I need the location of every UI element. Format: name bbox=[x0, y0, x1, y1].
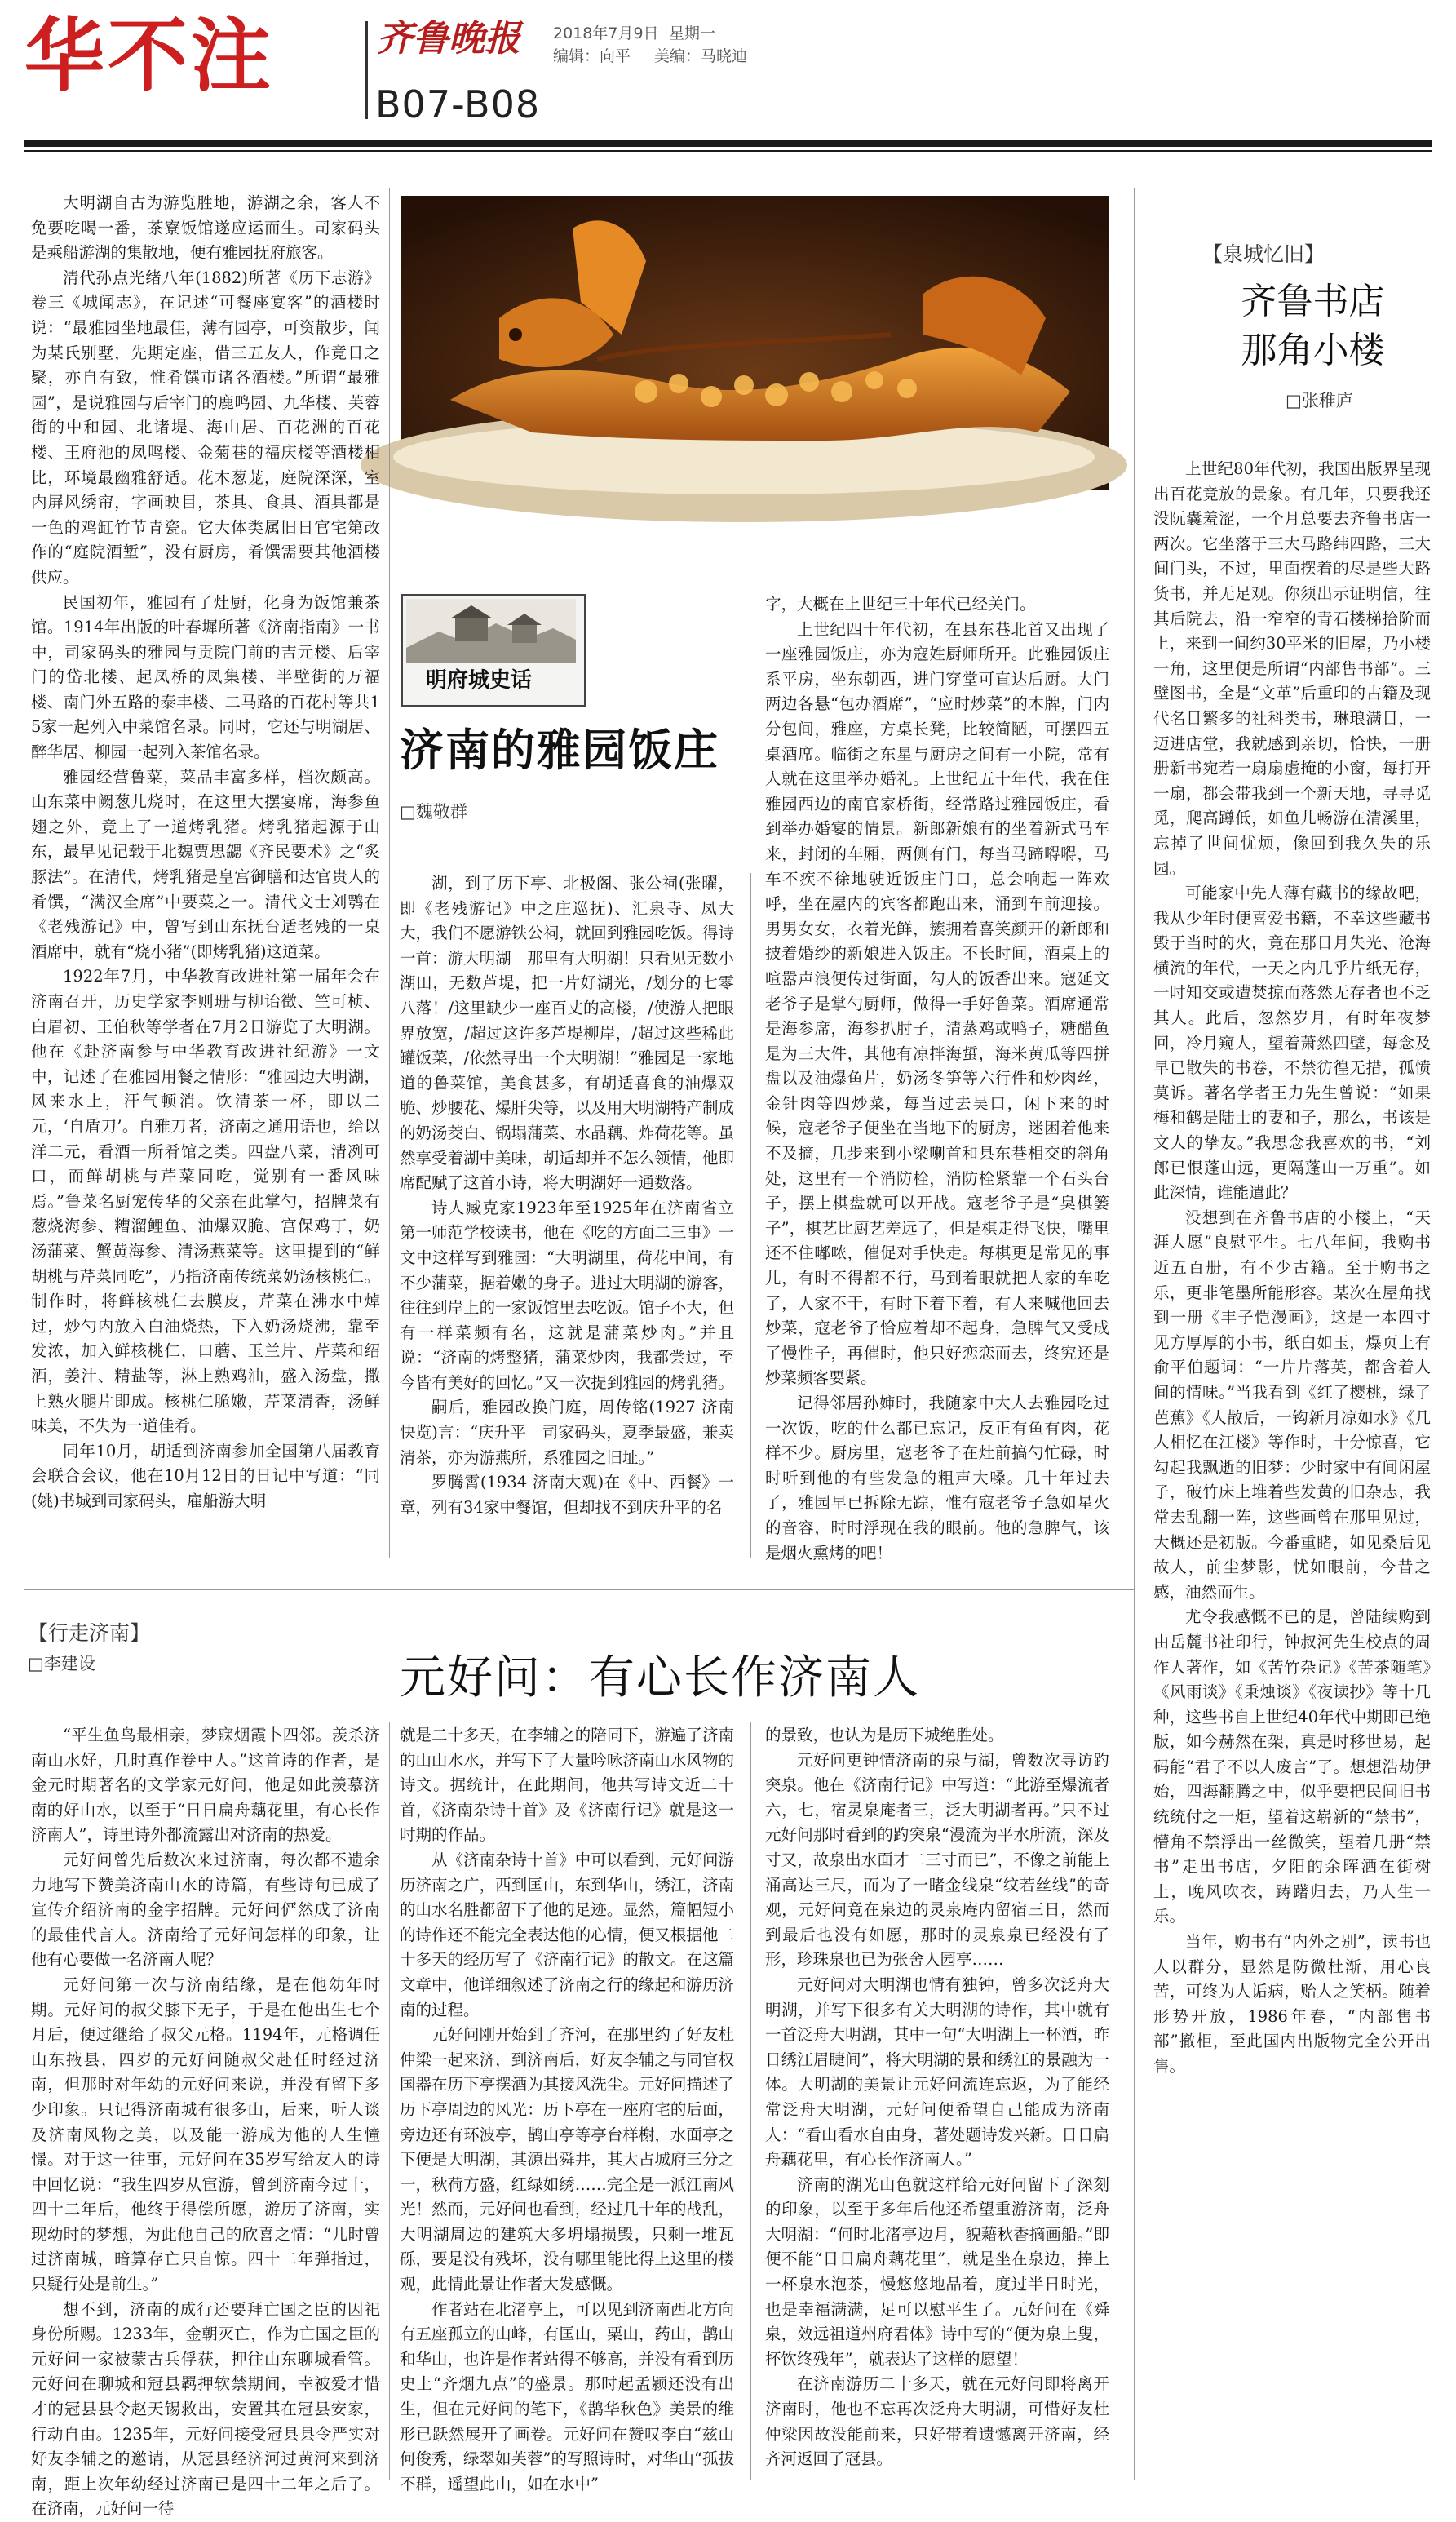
paragraph: 就是二十多天，在李辅之的陪同下，游遍了济南的山山水水，并写下了大量吟咏济南山水风物的诗文。据统计，在此期间，他共写诗文近二十首，《济南杂诗十首》及《济南行记》就是这一时期的作品。 bbox=[400, 1726, 734, 1845]
paragraph: 想不到，济南的成行还要拜亡国之臣的因祀身份所赐。1233年，金朝灭亡，作为亡国之臣的元好问一家被蒙古兵俘获，押往山东聊城看管。元好问在聊城和冠县羁押软禁期间，幸被爱才惜才的冠县县令赵天锡救出，安置其在冠县安家，行动自由。1235年，元好问接受冠县县令严实对好友李辅之的邀请，从冠县经济河过黄河来到济南，距上次年幼经过济南已是四十二年之后了。在济南，元好问一待 bbox=[31, 2299, 380, 2519]
sidebar-divider bbox=[1134, 188, 1135, 2480]
dish-photo bbox=[401, 196, 1109, 490]
yayuan-column-2 bbox=[400, 871, 734, 1554]
paragraph: 当年，购书有“内外之别”，读书也人以群分，显然是防微杜渐，用心良苦，可终为人诟病，贻人之笑柄。随着形势开放，1986年春，“内部售书部”撤柜，至此国内出版物完全公开出售。 bbox=[1153, 1932, 1431, 2076]
kicker-quancheng: 【泉城忆旧】 bbox=[1202, 242, 1325, 266]
paragraph: 元好问对大明湖也情有独钟，曾多次泛舟大明湖，并写下很多有关大明湖的诗作，其中就有一首泛舟大明湖，其中一句“大明湖上一杯酒，昨日绣江眉睫间”，将大明湖的景和绣江的景融为一体。大明湖的美景让元好问流连忘返，为了能经常泛舟大明湖，元好问便希望自己能成为济南人：“看山看水自由身，著处题诗发兴新。日日扁舟藕花里，有心长作济南人。” bbox=[765, 1975, 1109, 2170]
paragraph: 元好问第一次与济南结缘，是在他幼年时期。元好问的叔父膝下无子，于是在他出生七个月后，便过继给了叔父元格。1194年，元格调任山东掖县，四岁的元好问随叔父赴任时经过济南，但那时对年幼的元好问来说，并没有留下多少印象。只记得济南城有很多山，后来，听人谈及济南风物之美，以及能一游成为他的人生憧憬。对于这一往事，元好问在35岁写给友人的诗中回忆说：“我生四岁从宦游，曾到济南今过十，四十二年后，他终于得偿所愿，游历了济南，实现幼时的梦想，为此他自己的欣喜之情：“儿时曾过济南城，暗算存亡只自惊。四十二年弹指过，只疑行处是前生。” bbox=[31, 1975, 380, 2294]
page-numbers: B07-B08 bbox=[375, 82, 541, 126]
author-book: 张稚庐 bbox=[1301, 391, 1353, 410]
masthead-rule bbox=[24, 140, 1432, 147]
old-city-sketch bbox=[406, 599, 576, 663]
paragraph: 雅园经营鲁菜，菜品丰富多样，档次颇高。山东菜中阙葱儿烧时，在这里大摆宴席，海参鱼翅之外，竟上了一道烤乳猪。烤乳猪起源于山东，最早见记载于北魏贾思勰《齐民要术》之“炙豚法”。在清代，烤乳猪是皇宫御膳和达官贵人的肴馔，“满汉全席”中要菜之一。清代文士刘鹗在《老残游记》中，曾写到山东抚台适老残的一桌酒席中，就有“烧小猪”(即烤乳猪)这道菜。 bbox=[31, 767, 380, 961]
paragraph: 元好问更钟情济南的泉与湖，曾数次寻访趵突泉。他在《济南行记》中写道：“此游至爆流者六，七，宿灵泉庵者三，泛大明湖者再。”只不过元好问那时看到的趵突泉“漫流为平水所流，深及寸又，故泉出水面才二三寸而已”，不像之前能上涌高达三尺，而为了一睹金线泉“纹若丝线”的奇观，元好问竟在泉边的灵泉庵内留宿三日，然而到最后也没有如愿，那时的灵泉泉已经没有了形，珍珠泉也已为张舍人园亭…… bbox=[765, 1750, 1109, 1970]
section-divider bbox=[24, 1589, 1134, 1590]
paragraph: 清代孙点光绪八年(1882)所著《历下志游》卷三《城闻志》，在记述“可餐座宴客”的酒楼时说：“最雅园坐地最佳，薄有园亭，可资散步，闻为某氏别墅，先期定座，借三五友人，作竟日之聚，亦自有致，惟肴馔市诸各酒楼。”所谓“最雅园”，是说雅园与后宰门的鹿鸣园、九华楼、芙蓉街的中和园、北诸堤、海山居、百花洲的百花楼、王府池的凤鸣楼、金菊巷的福庆楼等酒楼相比，环境最幽雅舒适。花木葱茏，庭院深深，室内屏风绣帘，字画映目，茶具、食具、酒具都是一色的鸡缸竹节青瓷。它大体类属旧日官宅第改作的“庭院酒堑”，没有厨房，肴馔需要其他酒楼供应。 bbox=[31, 268, 380, 587]
column-divider bbox=[750, 1722, 751, 2480]
masthead-rule-thin bbox=[24, 150, 1432, 152]
headline-line-2: 那角小楼 bbox=[1241, 330, 1385, 371]
book-column bbox=[1153, 457, 1431, 2480]
paragraph: 字，大概在上世纪三十年代已经关门。 bbox=[765, 595, 1036, 614]
headline-yuan: 元好问：有心长作济南人 bbox=[400, 1651, 920, 1704]
byline-yuan: □李建设 bbox=[28, 1654, 95, 1673]
paragraph: 大明湖自古为游览胜地，游湖之余，客人不免要吃喝一番，茶寮饭馆遂应运而生。司家码头是乘船游湖的集散地，便有雅园抚府旅客。 bbox=[31, 193, 380, 263]
author-yuan: 李建设 bbox=[43, 1654, 95, 1673]
column-divider bbox=[389, 1722, 390, 2480]
paragraph: 同年10月，胡适到济南参加全国第八届教育会联合会议，他在10月12日的日记中写道：“同(姚)书城到司家码头，雇船游大明 bbox=[31, 1441, 380, 1510]
column-divider bbox=[389, 188, 390, 1558]
paragraph: 作者站在北渚亭上，可以见到济南西北方向有五座孤立的山峰，有匡山，粟山，药山，鹊山和华山，也许是作者站得不够高，并没有看到历史上“齐烟九点”的盛景。那时起孟颍还没有出生，但在元好问的笔下，《鹊华秋色》美景的维形已跃然展开了画卷。元好问在赞叹李白“兹山何俊秀，绿翠如芙蓉”的写照诗时，对华山“孤拔不群，遥望此山，如在水中” bbox=[400, 2299, 734, 2493]
editor-credit: 编辑：向平 bbox=[553, 47, 631, 65]
section-title: 华不注 bbox=[24, 10, 275, 103]
paragraph: 的景致，也认为是历下城绝胜处。 bbox=[765, 1726, 1004, 1744]
paragraph: 在济南游历二十多天，就在元好问即将离开济南时，他也不忘再次泛舟大明湖，可惜好友杜仲梁因故没能前来，只好带着遗憾离开济南，经齐河返回了冠县。 bbox=[765, 2374, 1109, 2469]
paragraph: 诗人臧克家1923年至1925年在济南省立第一师范学校读书，他在《吃的方面二三事》一文中这样写到雅园：“大明湖里，荷花中间，有不少蒲菜，据着嫩的身子。进过大明湖的游客，往往到岸上的一家饭馆里去吃饭。馆子不大，但有一样菜频有名，这就是蒲菜炒肉。”并且说：“济南的烤整猪，蒲菜炒肉，我都尝过，至今皆有美好的回忆。”又一次提到雅园的烤乳猪。 bbox=[400, 1198, 734, 1392]
column-label: 明府城史话 bbox=[426, 668, 533, 693]
headline-yayuan: 济南的雅园饭庄 bbox=[400, 725, 719, 776]
byline-yayuan: □魏敬群 bbox=[400, 802, 467, 822]
column-divider bbox=[750, 873, 751, 1558]
designer-credit: 美编：马晓迪 bbox=[654, 47, 748, 65]
yuan-column-3 bbox=[765, 1723, 1109, 2482]
paragraph: 罗腾霄(1934 济南大观)在《中、西餐》一章，列有34家中餐馆，但却找不到庆升平的名 bbox=[400, 1473, 734, 1517]
author-yayuan: 魏敬群 bbox=[415, 802, 467, 822]
paragraph: 上世纪80年代初，我国出版界呈现出百花竞放的景象。有几年，只要我还没阮囊羞涩，一个月总要去齐鲁书店一两次。它坐落于三大马路纬四路，三大间门头，不过，里面摆着的尽是些大路货书，并无足观。你须出示证明信，往其后院去，沿一窄窄的青石楼梯拾阶而上，来到一间约30平米的旧屋，乃小楼一角，这里便是所谓“内部售书部”。三壁图书，全是“文革”后重印的古籍及现代名目繁多的社科类书，琳琅满目，一迈进店堂，我就感到亲切，恰快，一册册新书宛若一扇扇虚掩的小窗，每打开一扇，都会带我到一个新天地，寻寻觅觅，爬高蹲低，如鱼儿畅游在清溪里，忘掉了世间忧烦，像回到我久失的乐园。 bbox=[1153, 459, 1431, 878]
headline-line-1: 齐鲁书店 bbox=[1241, 281, 1385, 322]
paragraph: 湖，到了历下亭、北极阁、张公祠(张曜，即《老残游记》中之庄巡抚)、汇泉寺、凤大大，我们不愿游铁公祠，就回到雅园吃饭。得诗一首：游大明湖 那里有大明湖！只看见无数小湖田，无数芦堤，把一片好湖光，/划分的七零八落！/这里缺少一座百丈的高楼，/使游人把眼界放宽，/超过这许多芦堤柳岸，/超过这些稀此罐饭菜，/依然寻出一个大明湖！”雅园是一家地道的鲁菜馆，美食甚多，有胡适喜食的油爆双脆、炒腰花、爆肝尖等，以及用大明湖特产制成的奶汤茭白、锅塌蒲菜、水晶藕、炸荷花等。虽然享受着湖中美味，胡适却并不怎么领情，他即席配赋了这首小诗，将大明湖好一通数落。 bbox=[400, 874, 734, 1193]
paragraph: 嗣后，雅园改换门庭，周传铭(1927 济南快览)言：“庆升平 司家码头，夏季最盛，兼卖清茶，亦为游燕所，系雅园之旧址。” bbox=[400, 1398, 734, 1467]
paragraph: 民国初年，雅园有了灶厨，化身为饭馆兼茶馆。1914年出版的叶春墀所著《济南指南》一书中，司家码头的雅园与贡院门前的吉元楼、后宰门的岱北楼、起凤桥的凤集楼、半壁街的万福楼、南门外五路的泰丰楼、二马路的百花村等共15家一起列入中菜馆名录。同时，它还与明湖居、醉华居、柳园一起列入茶馆名录。 bbox=[31, 592, 380, 762]
issue-date: 2018年7月9日 bbox=[553, 24, 659, 42]
paragraph: 元好问刚开始到了齐河，在那里约了好友杜仲梁一起来济，到济南后，好友李辅之与同官权国器在历下亭摆酒为其接风洗尘。元好问描述了历下亭周边的风光：历下亭在一座府宅的后面，旁边还有环波亭，鹊山亭等亭台样榭，水面亭之下便是大明湖，其源出舜井，其大占城府三分之一，秋荷方盛，红绿如绣……完全是一派江南风光！然而，元好问也看到，经过几十年的战乱，大明湖周边的建筑大多坍塌损毁，只剩一堆瓦砾，要是没有残坏，没有哪里能比得上这里的楼观，此情此景让作者大发感慨。 bbox=[400, 2025, 734, 2294]
yayuan-column-1 bbox=[31, 191, 380, 1554]
paragraph: 从《济南杂诗十首》中可以看到，元好问游历济南之广，西到匡山，东到华山，绣江，济南的山水名胜都留下了他的足迹。显然，篇幅短小的诗作还不能完全表达他的心情，便又根据他二十多天的经历写了《济南行记》的散文。在这篇文章中，他详细叙述了济南之行的缘起和游历济南的过程。 bbox=[400, 1850, 734, 2019]
yayuan-column-3 bbox=[765, 592, 1109, 1562]
paragraph: “平生鱼鸟最相亲，梦寐烟霞卜四邻。羡杀济南山水好，几时真作卷中人。”这首诗的作者，是金元时期著名的文学家元好问，他是如此羡慕济南的好山水，以至于“日日扁舟藕花里，有心长作济南人”，诗里诗外都流露出对济南的热爱。 bbox=[31, 1726, 380, 1845]
headline-book bbox=[1209, 277, 1417, 375]
yuan-column-2 bbox=[400, 1723, 734, 2493]
paragraph: 上世纪四十年代初，在县东巷北首又出现了一座雅园饭庄，亦为寇姓厨师所开。此雅园饭庄系平房，坐东朝西，进门穿堂可直达后厨。大门两边各悬“包办酒席”，“应时炒菜”的木牌，门内分包间，雅座，方桌长凳，比较简陋，可摆四五桌酒席。临街之东星与厨房之间有一小院，常有人就在这里举办婚礼。上世纪五十年代，我在住雅园西边的南官家桥街，经常路过雅园饭庄，看到举办婚宴的情景。新郎新娘有的坐着新式马车来，封闭的车厢，两侧有门，每当马蹄嘚嘚，马车不疾不徐地驶近饭庄门口，总会响起一阵欢呼，坐在屋内的宾客都跑出来，涌到车前迎接。男男女女，衣着光鲜，簇拥着喜笑颜开的新郎和披着婚纱的新娘进入饭庄。不长时间，酒桌上的喧嚣声浪便传过街面，勾人的饭香出来。寇延文老爷子是掌勺厨师，做得一手好鲁菜。酒席通常是海参席，海参扒肘子，清蒸鸡或鸭子，糖醋鱼是为三大件，其他有凉拌海蜇，海米黄瓜等四拼盘以及油爆鱼片，奶汤冬笋等六行件和炒肉丝，金针肉等四炒菜，每当过去吴口，闲下来的时候，寇老爷子便坐在当地下的厨房，迷困着他来不及摘，几步来到小梁喇首和县东巷相交的斜角处，这里有一个消防栓，消防栓紧靠一个石头台子，摆上棋盘就可以开战。寇老爷子是“臭棋篓子”，棋艺比厨艺差远了，但是棋走得飞快，嘴里还不住嘟哝，催促对手快走。每棋更是常见的事儿，有时不得都不行，马到着眼就把人家的车吃了，人家不干，有时下着下着，有人来喊他回去炒菜，寇老爷子恰应着却不起身，急脾气又受成了慢性子，再催时，他只好恋恋而去，终究还是炒菜频客要紧。 bbox=[765, 619, 1109, 1388]
paragraph: 元好问曾先后数次来过济南，每次都不遗余力地写下赞美济南山水的诗篇，有些诗句已成了宣传介绍济南的金字招牌。元好问俨然成了济南的最佳代言人。济南给了元好问怎样的印象，让他有心要做一名济南人呢？ bbox=[31, 1850, 380, 1970]
paragraph: 1922年7月，中华教育改进社第一届年会在济南召开，历史学家李则珊与柳诒徵、竺可桢、白眉初、王伯秋等学者在7月2日游览了大明湖。他在《赴济南参与中华教育改进社纪游》一文中，记述了在雅园用餐之情形：“雅园边大明湖，风来水上，汗气顿消。饮清茶一杯，即以二元，‘自盾刀’。自雅刀者，济南之通用语也，给以洋二元，看酒一所肴馆之类。四盘八菜，清冽可口，而鲜胡桃与芹菜同吃，觉别有一番风味焉。”鲁菜名厨宠传华的父亲在此掌勺，招牌菜有葱烧海参、糟溜鲤鱼、油爆双脆、宫保鸡丁，奶汤蒲菜、蟹黄海参、清汤燕菜等。这里提到的“鲜胡桃与芹菜同吃”，乃指济南传统菜奶汤核桃仁。制作时，将鲜核桃仁去膜皮，芹菜在沸水中焯过，炒勺内放入白油烧热，下入奶汤烧沸，靠至发浓，加入鲜核桃仁，口蘑、玉兰片、芹菜和绍酒，姜汁、精盐等，淋上熟鸡油，盛入汤盘，撒上熟火腿片即成。核桃仁脆嫩，芹菜清香，汤鲜味美，不失为一道佳肴。 bbox=[31, 967, 380, 1436]
masthead-divider bbox=[365, 21, 368, 119]
paragraph: 尤令我感慨不已的是，曾陆续购到由岳麓书社印行，钟叔河先生校点的周作人著作，如《苦竹杂记》《苦茶随笔》《风雨谈》《秉烛谈》《夜读抄》等十几种，这些书自上世纪40年代中期即已绝版，如今赫然在架，真是时移世易，起码能“君子不以人废言”了。想想浩劫伊始，四海翻腾之中，似乎要把民间旧书统统付之一炬，望着这崭新的“禁书”，懵角不禁浮出一丝微笑，望着几册“禁书”走出书店，夕阳的余晖洒在街树上，晚风吹衣，踌躇归去，乃人生一乐。 bbox=[1153, 1607, 1431, 1926]
paragraph: 没想到在齐鲁书店的小楼上，“天涯人愿”良慰平生。七八年间，我购书近五百册，有不少古籍。至于购书之乐，更非笔墨所能形容。某次在屋角找到一册《丰子恺漫画》，这是一本四寸见方厚厚的小书，纸白如玉，爆页上有俞平伯题词：“一片片落英，都含着人间的情味。”当我看到《红了樱桃，绿了芭蕉》《人散后，一钩新月凉如水》《几人相忆在江楼》等作时，十分惊喜，它勾起我飘逝的旧梦：少时家中有间闲屋子，破竹床上堆着些发黄的旧杂志，我常去乱翻一阵，这些画曾在那里见过，大概还是初版。今番重睹，如见桑后见故人，前尘梦影，忧如眼前，今昔之感，油然而生。 bbox=[1153, 1208, 1431, 1602]
paragraph: 记得邻居孙婶时，我随家中大人去雅园吃过一次饭，吃的什么都已忘记，反正有鱼有肉，花样不少。厨房里，寇老爷子在灶前搞勺忙碌，时时听到他的有些发急的粗声大嗓。几十年过去了，雅园早已拆除无踪，惟有寇老爷子急如星火的音容，时时浮现在我的眼前。他的急脾气，该是烟火熏烤的吧！ bbox=[765, 1394, 1109, 1562]
byline-book: □张稚庐 bbox=[1286, 391, 1353, 410]
yuan-column-1 bbox=[31, 1723, 380, 2519]
newspaper-logo: 齐鲁晚报 bbox=[377, 18, 520, 60]
issue-weekday: 星期一 bbox=[669, 24, 716, 42]
paragraph: 可能家中先人薄有藏书的缘故吧，我从少年时便喜爱书籍，不幸这些藏书毁于当时的火，竟在那日月失光、沧海横流的年代，一天之内几乎片纸无存，一时知交或遭焚掠而落然无存者也不乏其人。此后，忽然岁月，有时年夜梦回，冷月窥人，望着萧然四壁，每念及早已散失的书卷，不禁彷徨无措，孤愤莫诉。著名学者王力先生曾说：“如果梅和鹤是陆士的妻和子，那么，书该是文人的挚友。”我思念我喜欢的书，“刘郎已恨蓬山远，更隔蓬山一万重”。如此深情，谁能遣此？ bbox=[1153, 884, 1431, 1203]
kicker-xingzou: 【行走济南】 bbox=[28, 1621, 151, 1645]
paragraph: 济南的湖光山色就这样给元好问留下了深刻的印象，以至于多年后他还希望重游济南，泛舟大明湖：“何时北渚亭边月，貌藉秋香摘画船。”即便不能“日日扁舟藕花里”，就是坐在泉边，捧上一杯泉水泡茶，慢悠悠地品着，度过半日时光，也是幸福满满，足可以慰平生了。元好问在《舜泉，效远祖道州府君体》诗中写的“便为泉上叟，抔饮终残年”，就表达了这样的愿望！ bbox=[765, 2174, 1109, 2369]
